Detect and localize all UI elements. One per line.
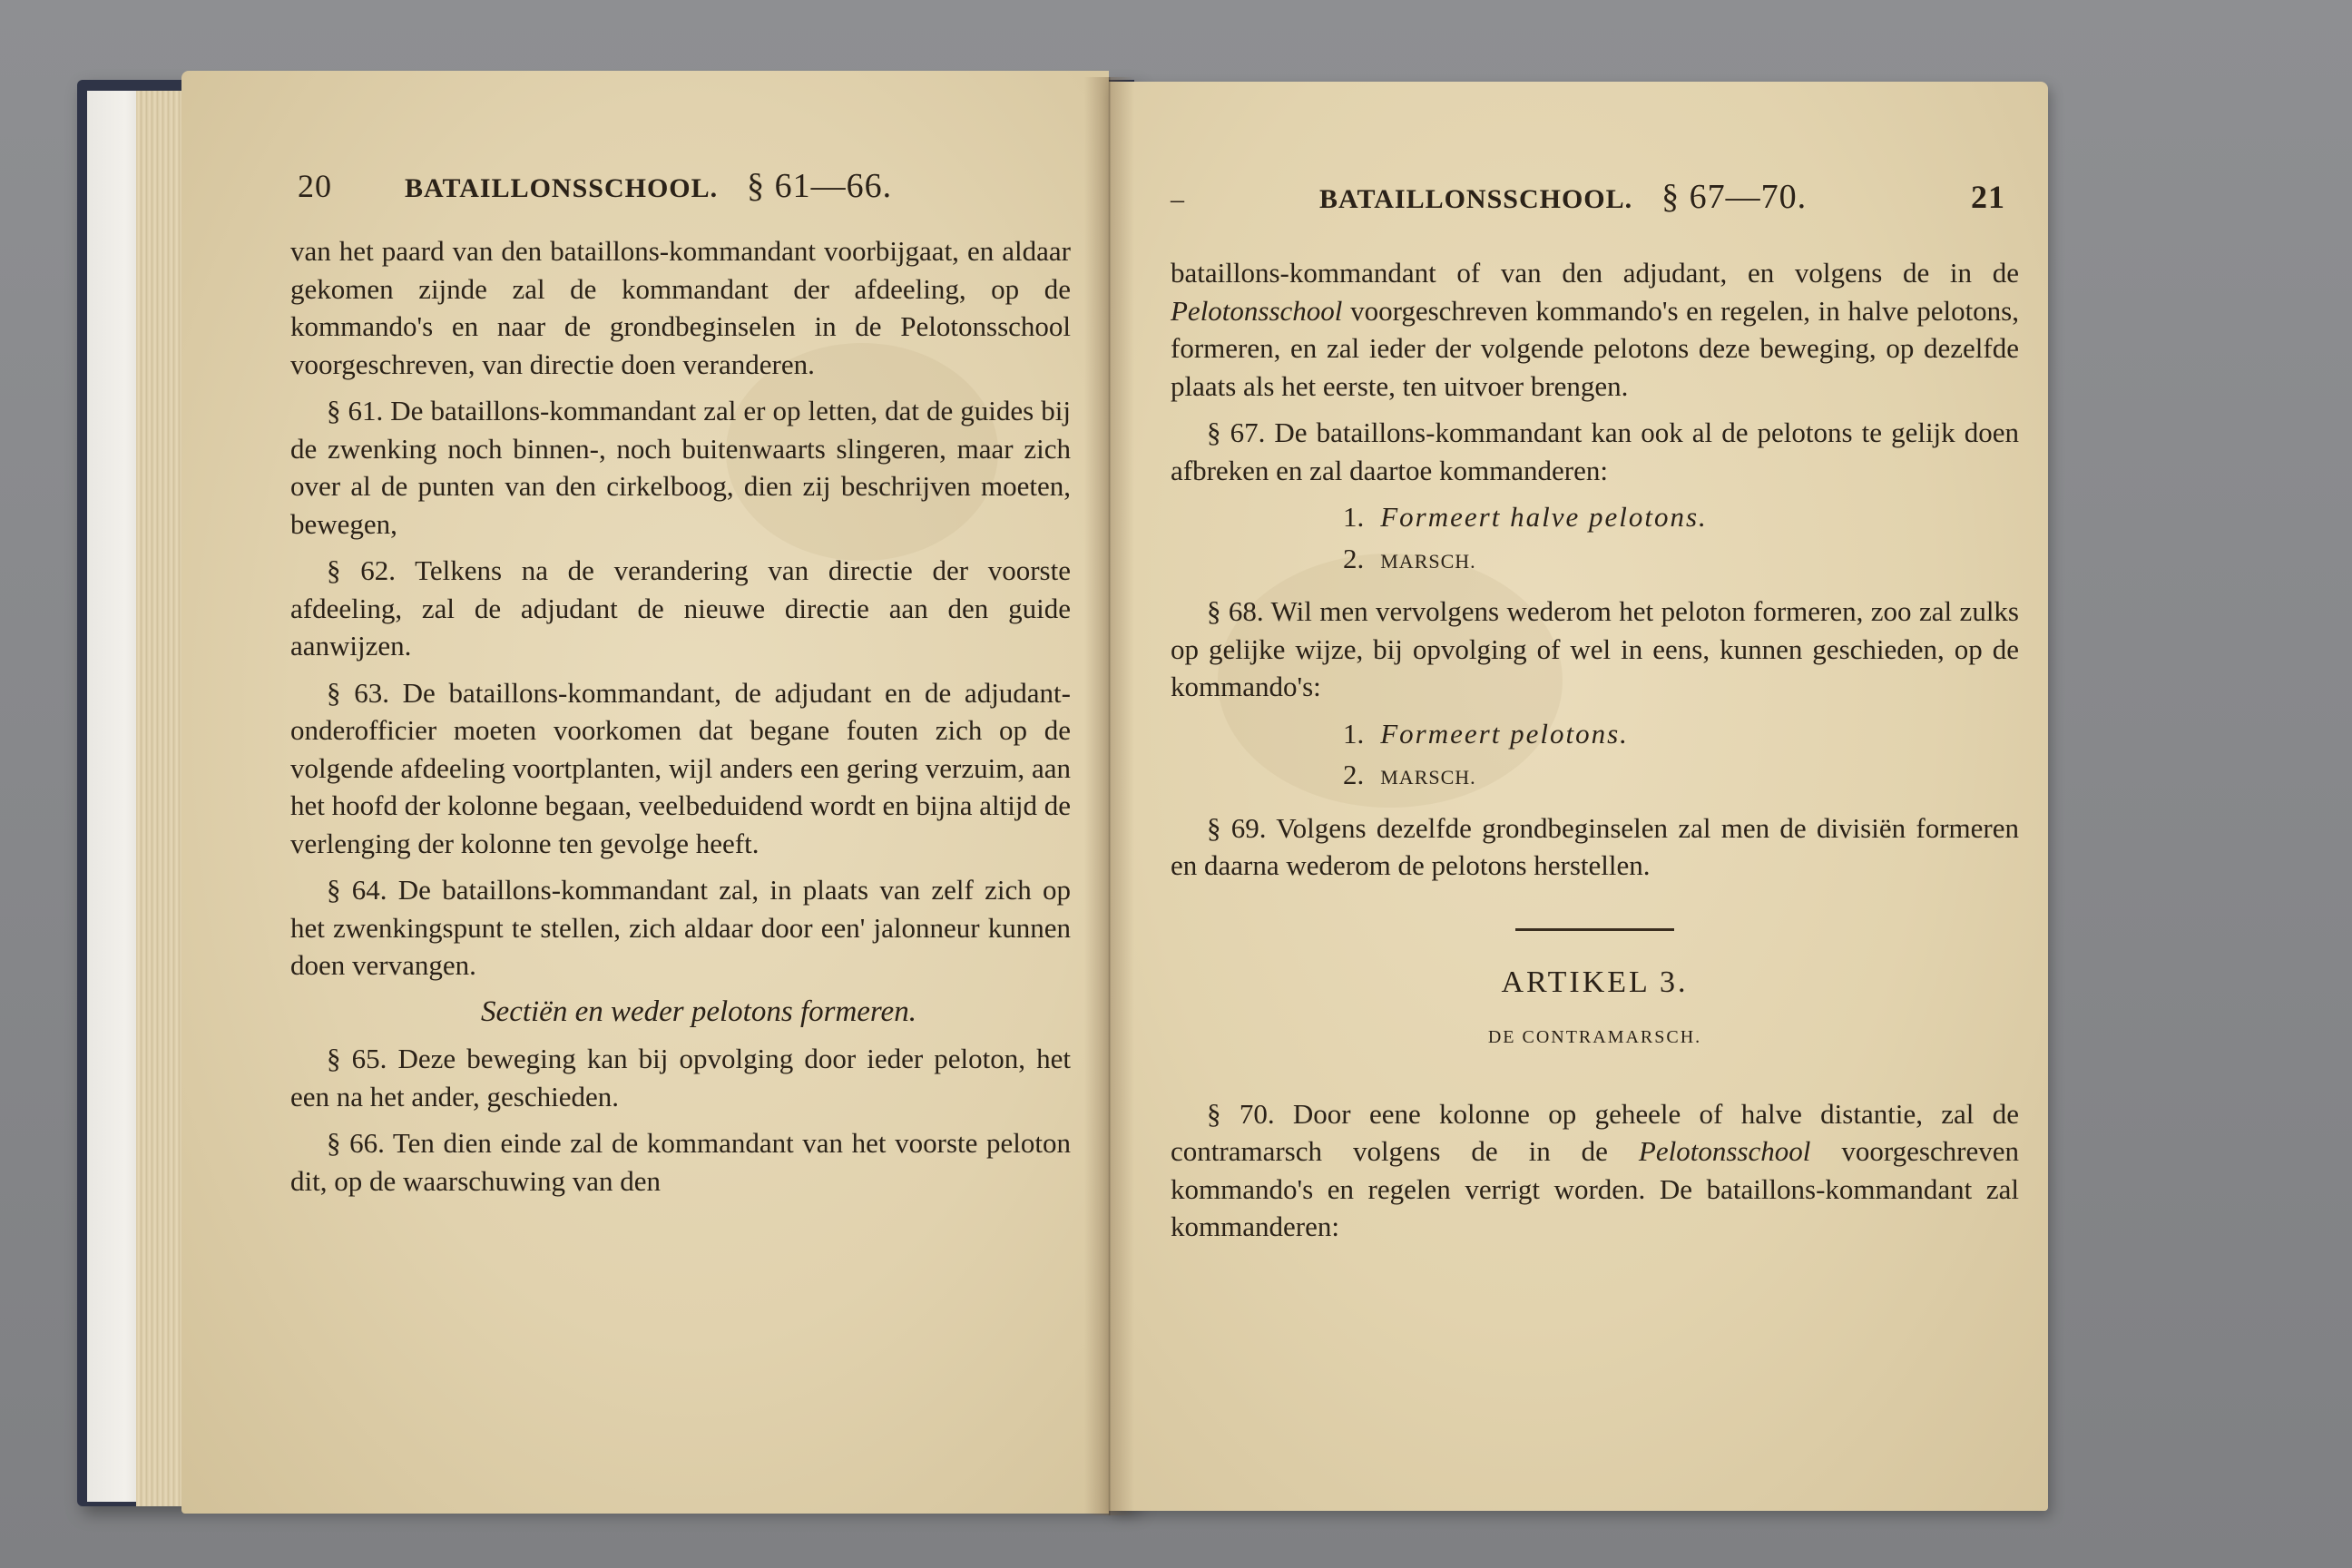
text-run-italic: Pelotonsschool: [1171, 294, 1343, 327]
command-number: 2.: [1343, 759, 1365, 790]
left-page-body: [290, 232, 1071, 1209]
book-gutter: [1084, 77, 1134, 1515]
paragraph-69: § 69. Volgens dezelfde grondbeginselen zal men de divisiën formeren en daarna wederom de pelotons herstellen.: [1171, 811, 2019, 881]
command-text: Formeert halve pelotons.: [1380, 501, 1708, 533]
left-running-head: BATAILLONSSCHOOL.: [405, 173, 719, 203]
text-run: voorgeschreven kommando's en regelen, in halve pelotons, formeren, en zal ieder der volgende pelotons deze beweging, op dezelfde plaats als het eerste, ten uitvoer brengen.: [1171, 294, 2019, 402]
command-item: [1343, 540, 2019, 581]
right-page-body: [1171, 254, 2019, 1255]
right-section-range: § 67—70.: [1661, 178, 1808, 216]
paragraph-61: § 61. De bataillons-kommandant zal er op letten, dat de guides bij de zwenking noch binnen-, noch buitenwaarts slingeren, maar zich over al de punten van den cirkelboog, dien zij beschrijven moeten, bewegen,: [290, 395, 1071, 540]
paragraph-65: § 65. Deze beweging kan bij opvolging door ieder peloton, het een na het ander, geschieden.: [290, 1043, 1071, 1112]
left-page-number: 20: [298, 168, 332, 204]
command-item: [1343, 715, 2019, 753]
paragraph-62: § 62. Telkens na de verandering van directie der voorste afdeeling, zal de adjudant de nieuwe directie aan den guide aanwijzen.: [290, 554, 1071, 662]
article-title: ARTIKEL 3.: [1501, 965, 1689, 999]
command-number: 1.: [1343, 717, 1365, 750]
paragraph-66: § 66. Ten dien einde zal de kommandant van het voorste peloton dit, op de waarschuwing van den: [290, 1127, 1071, 1197]
right-page: [1109, 82, 2048, 1511]
text-run: bataillons-kommandant of van den adjudant, en volgens de in de: [1171, 257, 2019, 289]
section-subheading: Sectiën en weder pelotons formeren.: [481, 995, 916, 1028]
header-dash: –: [1171, 184, 1185, 214]
left-page-header: [298, 166, 1078, 217]
right-page-header: [1171, 177, 2005, 228]
command-number: 2.: [1343, 542, 1365, 574]
section-divider: [1515, 928, 1674, 931]
paragraph-continued-right: [1171, 254, 2019, 405]
paragraph-63: § 63. De bataillons-kommandant, de adjudant en de adjudant-onderofficier moeten voorkomen dat begane fouten zich op de volgende afdeeling voortplanten, wijl anders een gering verzuim, aan het hoofd der kolonne begaan, veelbeduidend wordt en bijna altijd de verlenging der kolonne ten gevolge heeft.: [290, 676, 1071, 859]
paragraph-64: § 64. De bataillons-kommandant zal, in plaats van zelf zich op het zwenkingspunt te stellen, zich aldaar door een' jalonneur kunnen doen vervangen.: [290, 874, 1071, 981]
right-page-number: 21: [1971, 179, 2005, 215]
command-text: MARSCH.: [1380, 549, 1476, 573]
command-text: MARSCH.: [1380, 766, 1476, 789]
right-running-head: BATAILLONSSCHOOL.: [1319, 184, 1633, 214]
command-text: Formeert pelotons.: [1380, 717, 1629, 750]
paragraph-continued: van het paard van den bataillons-kommandant voorbijgaat, en aldaar gekomen zijnde zal de kommandant der afdeeling, op de kommando's en naar de grondbeginselen in de Pelotonsschool voorgeschreven, van directie doen veranderen.: [290, 235, 1071, 380]
text-run-italic: Pelotonsschool: [1638, 1135, 1811, 1167]
paragraph-67: § 67. De bataillons-kommandant kan ook al de pelotons te gelijk doen afbreken en zal daartoe kommanderen:: [1171, 416, 2019, 486]
command-item: [1343, 498, 2019, 536]
left-section-range: § 61—66.: [747, 167, 893, 205]
paragraph-70: [1171, 1095, 2019, 1246]
left-page: [181, 71, 1109, 1514]
text-run: voorgeschreven kommando's en regelen verrigt worden. De bataillons-kommandant zal kommanderen:: [1171, 1135, 2020, 1242]
article-subtitle: DE CONTRAMARSCH.: [1487, 1027, 1702, 1047]
command-item: [1343, 756, 2019, 797]
command-number: 1.: [1343, 501, 1365, 533]
text-run: § 70. Door eene kolonne op geheele of halve distantie, zal de contramarsch volgens de in de: [1171, 1097, 2019, 1167]
paragraph-68: § 68. Wil men vervolgens wederom het peloton formeren, zoo zal zulks op gelijke wijze, bij opvolging of wel in eens, kunnen geschieden, op de kommando's:: [1171, 595, 2019, 702]
